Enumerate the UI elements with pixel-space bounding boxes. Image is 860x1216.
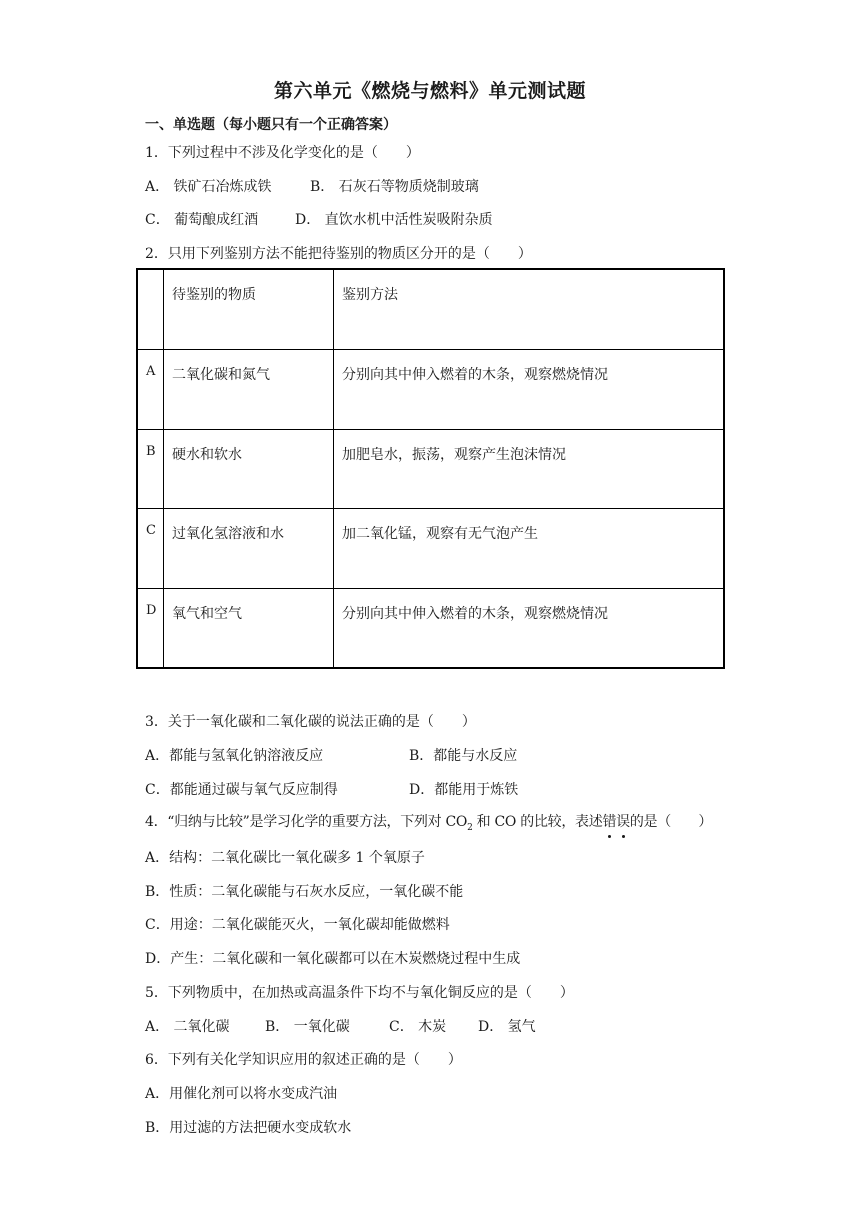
q4-stem-part3: 的是（ ） — [629, 814, 713, 830]
q3-option-b[interactable]: B．都能与水反应 — [409, 748, 518, 764]
q3-option-c[interactable]: C．都能通过碳与氧气反应制得 — [145, 782, 338, 798]
q5-stem: 5．下列物质中，在加热或高温条件下均不与氧化铜反应的是（ ） — [145, 985, 574, 1001]
table-row-substance: 硬水和软水 — [164, 429, 334, 508]
q4-stem — [145, 811, 712, 833]
table-row-method: 分别向其中伸入燃着的木条，观察燃烧情况 — [334, 588, 725, 668]
q1-options-row1 — [145, 176, 479, 196]
q5-option-c[interactable]: C． 木炭 — [389, 1019, 447, 1035]
table-row-label: C — [137, 508, 164, 588]
table-row-method: 加肥皂水，振荡，观察产生泡沫情况 — [334, 429, 725, 508]
q1-option-b[interactable]: B． 石灰石等物质烧制玻璃 — [310, 179, 479, 195]
q1-option-c[interactable]: C． 葡萄酿成红酒 — [145, 212, 259, 228]
q6-option-a[interactable]: A．用催化剂可以将水变成汽油 — [145, 1086, 338, 1102]
q5-options-row — [145, 1016, 536, 1036]
q2-stem: 2．只用下列鉴别方法不能把待鉴别的物质区分开的是（ ） — [145, 246, 532, 262]
q4-stem-subscript: 2 — [467, 822, 473, 833]
table-row — [137, 588, 724, 668]
q1-option-a[interactable]: A． 铁矿石冶炼成铁 — [145, 179, 272, 195]
q4-option-b[interactable]: B．性质：二氧化碳能与石灰水反应，一氧化碳不能 — [145, 884, 464, 900]
table-row-substance: 氧气和空气 — [164, 588, 334, 668]
q4-option-a[interactable]: A．结构：二氧化碳比一氧化碳多 1 个氧原子 — [145, 850, 425, 866]
table-corner-cell — [137, 269, 164, 349]
q4-emphasis-char: 错 — [602, 811, 616, 831]
q1-stem: 1．下列过程中不涉及化学变化的是（ ） — [145, 145, 420, 161]
page-title: 第六单元《燃烧与燃料》单元测试题 — [273, 80, 586, 102]
q4-option-d[interactable]: D．产生：二氧化碳和一氧化碳都可以在木炭燃烧过程中生成 — [145, 951, 521, 967]
table-row-method: 加二氧化锰，观察有无气泡产生 — [334, 508, 725, 588]
table-row-label: D — [137, 588, 164, 668]
q3-option-d[interactable]: D．都能用于炼铁 — [409, 782, 519, 798]
q6-option-b[interactable]: B．用过滤的方法把硬水变成软水 — [145, 1120, 352, 1136]
table-row-label: A — [137, 349, 164, 429]
section-heading: 一、单选题（每小题只有一个正确答案） — [145, 117, 397, 133]
q3-options-row1 — [145, 745, 517, 765]
q4-emphasis-char: 误 — [616, 811, 630, 831]
q3-option-a[interactable]: A．都能与氢氧化钠溶液反应 — [145, 748, 324, 764]
q5-option-a[interactable]: A． 二氧化碳 — [145, 1019, 230, 1035]
q5-option-d[interactable]: D． 氢气 — [478, 1019, 536, 1035]
q2-table — [136, 268, 725, 669]
q5-option-b[interactable]: B． 一氧化碳 — [265, 1019, 350, 1035]
table-header-substance: 待鉴别的物质 — [164, 269, 334, 349]
q3-options-row2 — [145, 779, 518, 799]
q6-stem: 6．下列有关化学知识应用的叙述正确的是（ ） — [145, 1052, 462, 1068]
q4-option-c[interactable]: C．用途：二氧化碳能灭火，一氧化碳却能做燃料 — [145, 917, 450, 933]
table-row — [137, 429, 724, 508]
q1-options-row2 — [145, 209, 493, 229]
table-header-row — [137, 269, 724, 349]
q4-stem-part1: 4．“归纳与比较”是学习化学的重要方法，下列对 CO — [145, 814, 468, 830]
q3-stem: 3．关于一氧化碳和二氧化碳的说法正确的是（ ） — [145, 714, 476, 730]
table-row-substance: 过氧化氢溶液和水 — [164, 508, 334, 588]
table-row — [137, 508, 724, 588]
table-row-label: B — [137, 429, 164, 508]
table-row — [137, 349, 724, 429]
table-header-method: 鉴别方法 — [334, 269, 725, 349]
table-row-method: 分别向其中伸入燃着的木条，观察燃烧情况 — [334, 349, 725, 429]
q4-stem-part2: 和 CO 的比较，表述 — [472, 814, 603, 830]
table-row-substance: 二氧化碳和氮气 — [164, 349, 334, 429]
q1-option-d[interactable]: D． 直饮水机中活性炭吸附杂质 — [295, 212, 493, 228]
